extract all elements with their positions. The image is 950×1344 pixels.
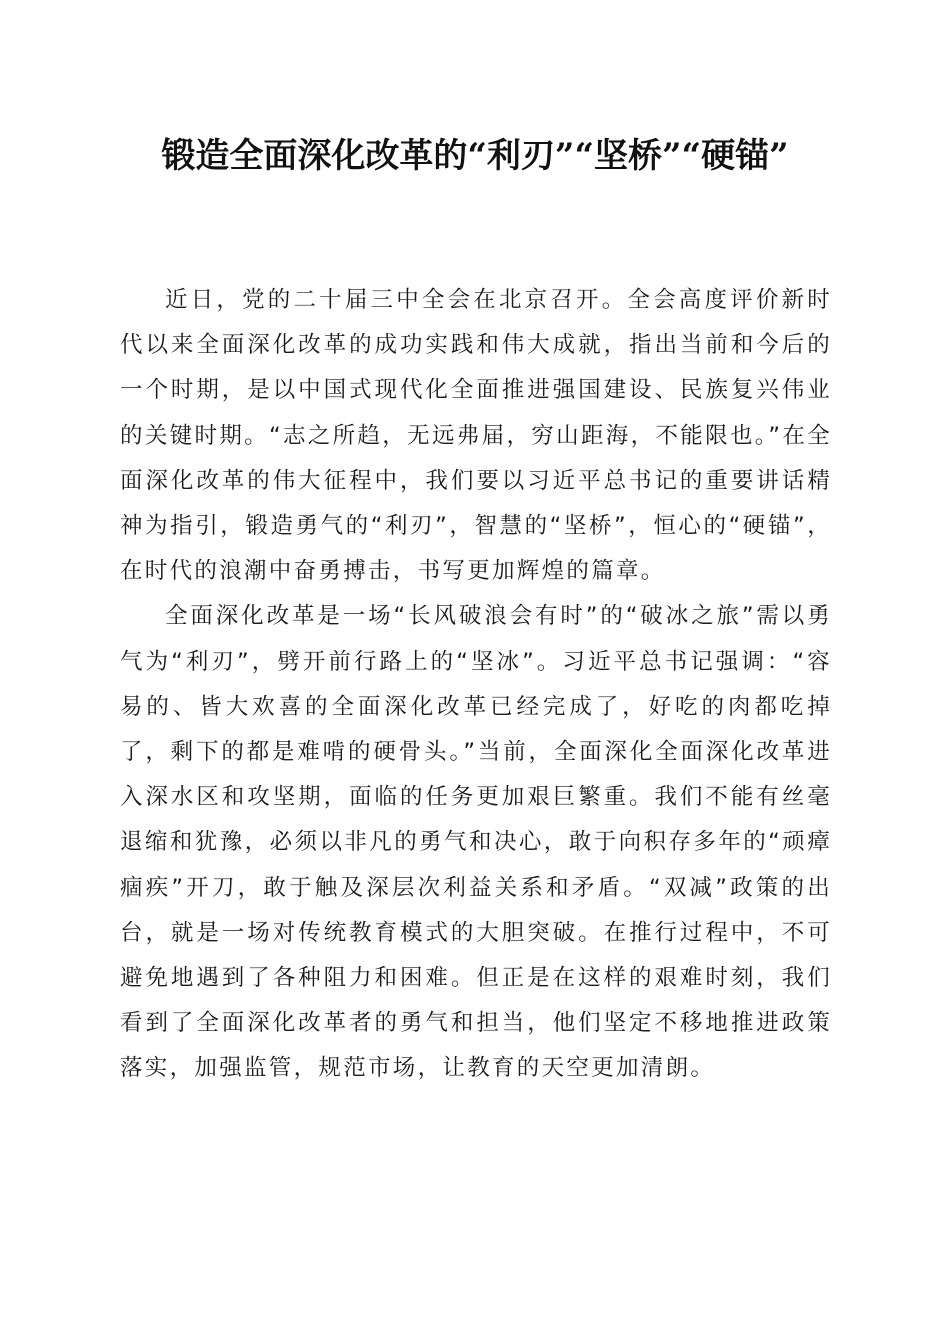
paragraph-2: 全面深化改革是一场“长风破浪会有时”的“破冰之旅”需以勇气为“利刃”，劈开前行路上的“坚冰”。习近平总书记强调：“容易的、皆大欢喜的全面深化改革已经完成了，好吃的肉都吃掉了，剩下的都是难啃的硬骨头。”当前，全面深化全面深化改革进入深水区和攻坚期，面临的任务更加艰巨繁重。我们不能有丝毫退缩和犹豫，必须以非凡的勇气和决心，敢于向积存多年的“顽瘴痼疾”开刀，敢于触及深层次利益关系和矛盾。“双减”政策的出台，就是一场对传统教育模式的大胆突破。在推行过程中，不可避免地遇到了各种阻力和困难。但正是在这样的艰难时刻，我们看到了全面深化改革者的勇气和担当，他们坚定不移地推进政策落实，加强监管，规范市场，让教育的天空更加清朗。 — [120, 603, 832, 1082]
document-title: 锻造全面深化改革的“利刃”“坚桥”“硬锚” — [161, 136, 789, 176]
paragraph-1: 近日，党的二十届三中全会在北京召开。全会高度评价新时代以来全面深化改革的成功实践和伟大成就，指出当前和今后的一个时期，是以中国式现代化全面推进强国建设、民族复兴伟业的关键时期。“志之所趋，无远弗届，穷山距海，不能限也。”在全面深化改革的伟大征程中，我们要以习近平总书记的重要讲话精神为指引，锻造勇气的“利刃”，智慧的“坚桥”，恒心的“硬锚”，在时代的浪潮中奋勇搏击，书写更加辉煌的篇章。 — [120, 287, 832, 585]
document-body — [120, 278, 832, 1092]
